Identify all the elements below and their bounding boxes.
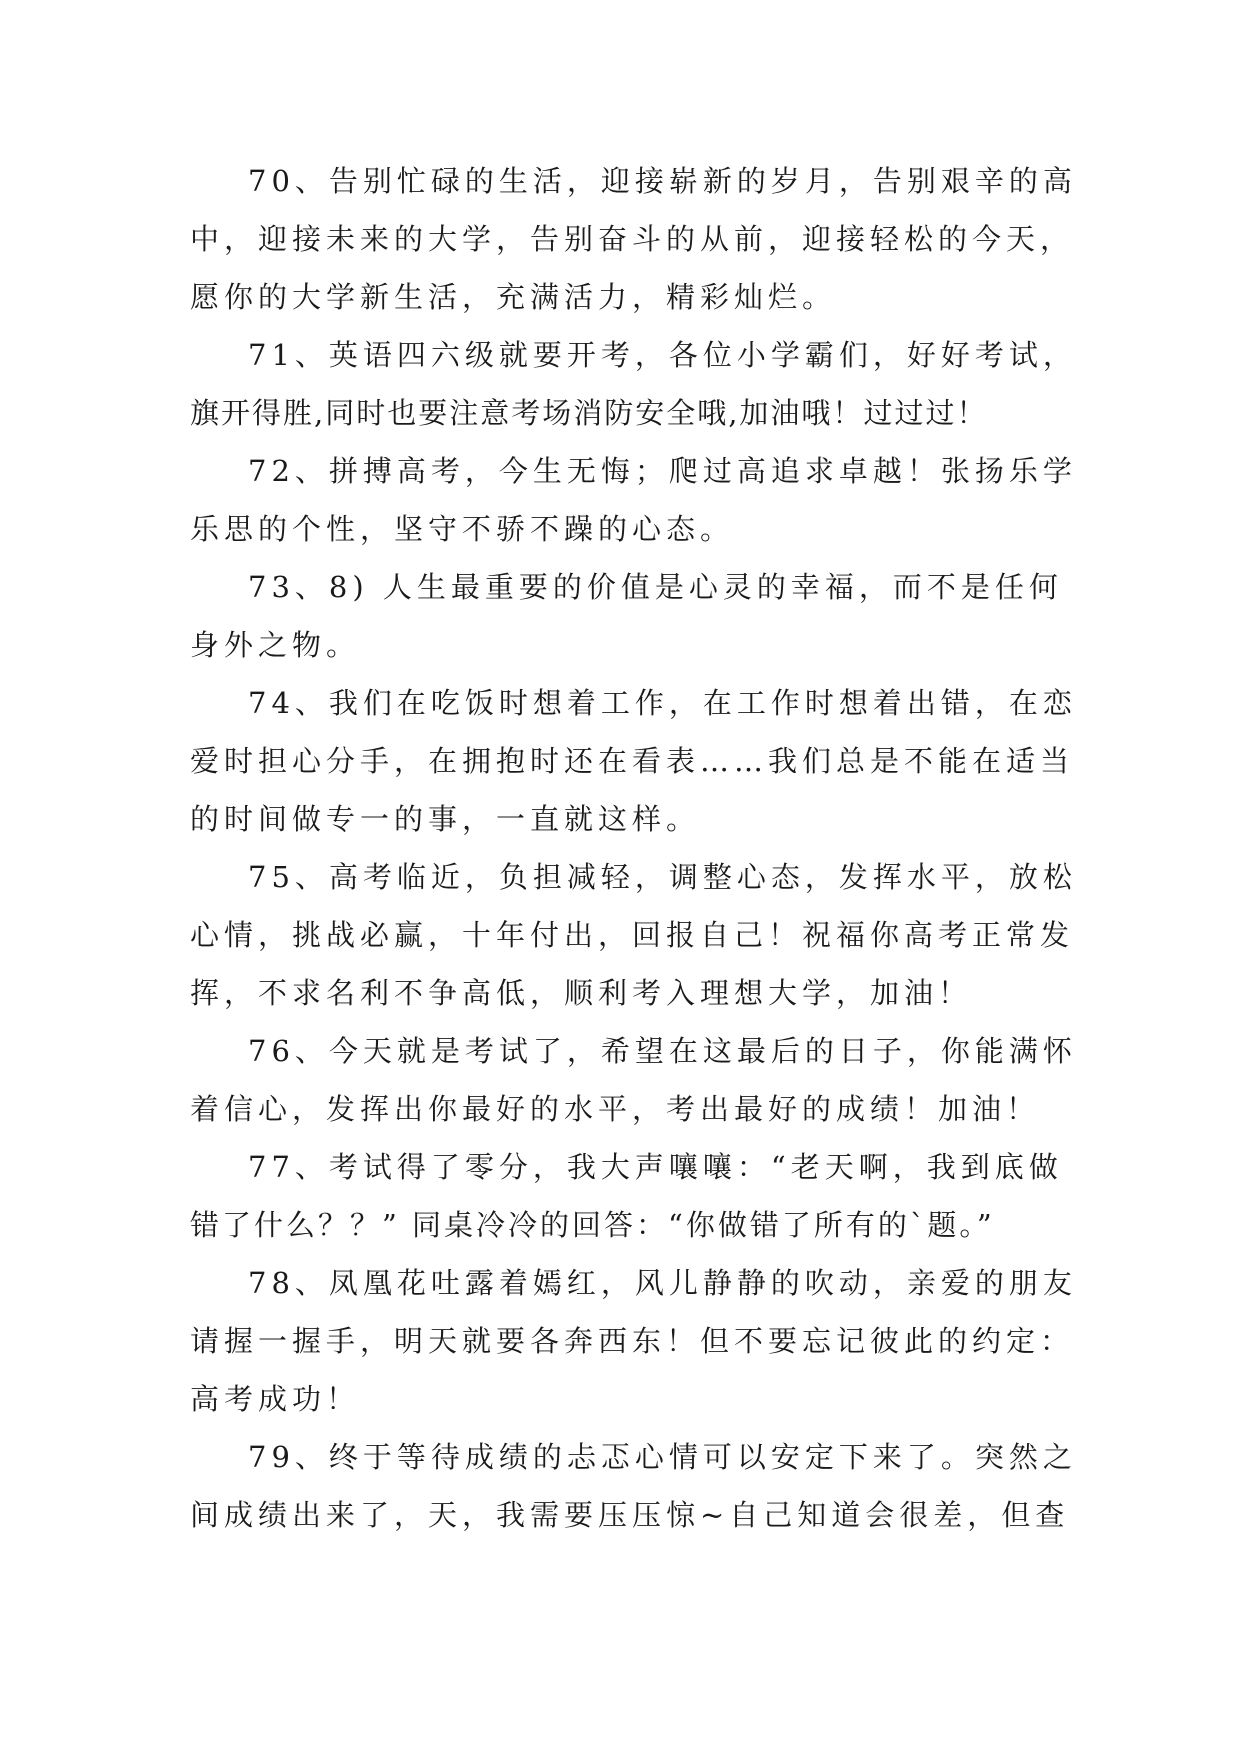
- text-line: 请握一握手，明天就要各奔西东！但不要忘记彼此的约定：: [190, 1324, 1075, 1358]
- text-line: 75、高考临近，负担减轻，调整心态，发挥水平，放松: [248, 860, 1077, 894]
- text-line: 71、英语四六级就要开考，各位小学霸们，好好考试，: [248, 338, 1077, 372]
- paragraph-77: [190, 1138, 1063, 1254]
- text-line: 旗开得胜,同时也要注意考场消防安全哦,加油哦！过过过！: [190, 396, 988, 430]
- text-line: 着信心，发挥出你最好的水平，考出最好的成绩！加油！: [190, 1092, 1041, 1126]
- paragraph-74: [190, 674, 1077, 848]
- text-line: 身外之物。: [190, 628, 361, 662]
- text-line: 中，迎接未来的大学，告别奋斗的从前，迎接轻松的今天，: [190, 222, 1075, 256]
- text-line: 78、凤凰花吐露着嫣红，风儿静静的吹动，亲爱的朋友: [248, 1266, 1077, 1300]
- text-line: 心情，挑战必赢，十年付出，回报自己！祝福你高考正常发: [190, 918, 1075, 952]
- text-line: 错了什么？？” 同桌冷冷的回答：“你做错了所有的`题。”: [190, 1208, 995, 1242]
- text-line: 76、今天就是考试了，希望在这最后的日子，你能满怀: [248, 1034, 1077, 1068]
- paragraph-70: [190, 152, 1077, 326]
- paragraph-73: [190, 558, 1063, 674]
- paragraph-75: [190, 848, 1077, 1022]
- paragraph-72: [190, 442, 1077, 558]
- text-line: 74、我们在吃饭时想着工作，在工作时想着出错，在恋: [248, 686, 1077, 720]
- paragraph-79: [190, 1428, 1077, 1544]
- text-line: 72、拼搏高考，今生无悔；爬过高追求卓越！张扬乐学: [248, 454, 1077, 488]
- text-line: 挥，不求名利不争高低，顺利考入理想大学，加油！: [190, 976, 973, 1010]
- text-line: 爱时担心分手，在拥抱时还在看表……我们总是不能在适当: [190, 744, 1075, 778]
- text-line: 73、8) 人生最重要的价值是心灵的幸福，而不是任何: [248, 570, 1063, 604]
- text-line: 的时间做专一的事，一直就这样。: [190, 802, 701, 836]
- text-line: 77、考试得了零分，我大声嚷嚷：“老天啊，我到底做: [248, 1150, 1063, 1184]
- text-line: 间成绩出来了，天，我需要压压惊~自己知道会很差，但查: [190, 1498, 1070, 1532]
- document-body: [190, 152, 1077, 1544]
- text-line: 愿你的大学新生活，充满活力，精彩灿烂。: [190, 280, 837, 314]
- paragraph-71: [190, 326, 1077, 442]
- text-line: 乐思的个性，坚守不骄不躁的心态。: [190, 512, 735, 546]
- paragraph-76: [190, 1022, 1077, 1138]
- text-line: 70、告别忙碌的生活，迎接崭新的岁月，告别艰辛的高: [248, 164, 1077, 198]
- paragraph-78: [190, 1254, 1077, 1428]
- text-line: 高考成功！: [190, 1382, 361, 1416]
- text-line: 79、终于等待成绩的忐忑心情可以安定下来了。突然之: [248, 1440, 1077, 1474]
